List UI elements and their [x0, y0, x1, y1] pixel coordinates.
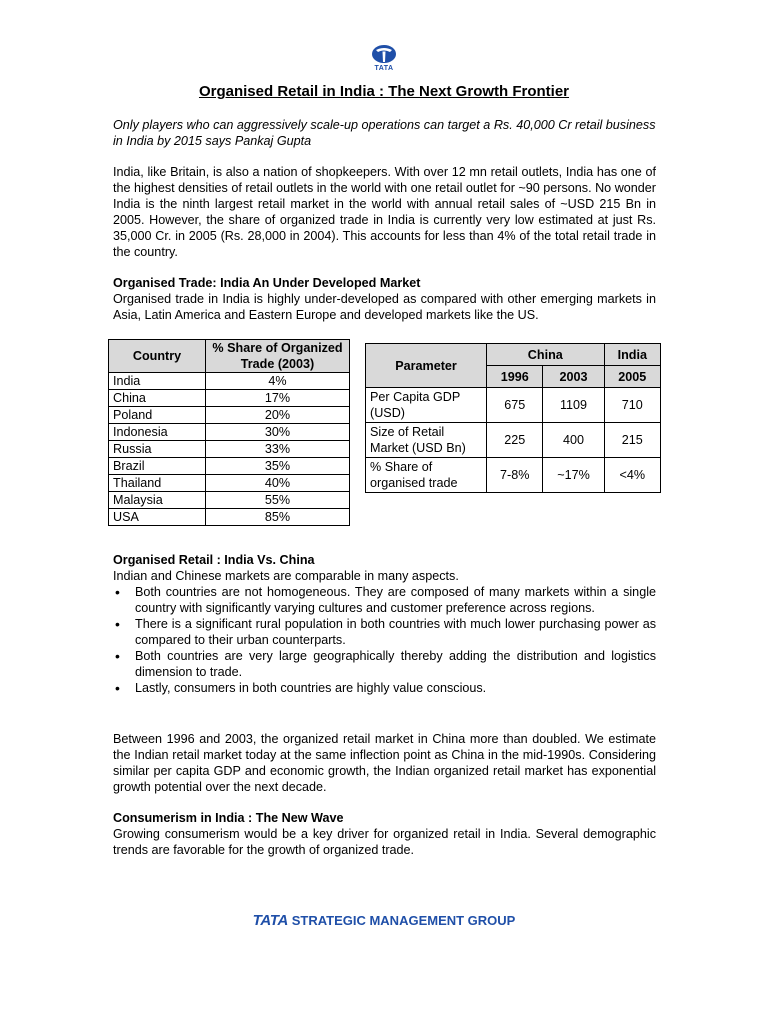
table-row: [366, 423, 661, 458]
cell-share: 35%: [206, 458, 350, 475]
table-row: [109, 373, 350, 390]
column-header-india: India: [604, 344, 660, 366]
table-header-row: [366, 344, 661, 366]
table-row: [109, 390, 350, 407]
cell-value: <4%: [604, 458, 660, 493]
column-header-year: 2003: [543, 366, 604, 388]
cell-country: India: [109, 373, 206, 390]
section-body-consumerism: Growing consumerism would be a key driver for organized retail in India. Several demographic trends are favorable for the growth of organized trade.: [113, 827, 656, 857]
cell-country: Malaysia: [109, 492, 206, 509]
cell-parameter: % Share of organised trade: [366, 458, 487, 493]
list-item: • Both countries are very large geographically thereby adding the distribution and logistics dimension to trade.: [113, 648, 656, 680]
column-header-china: China: [487, 344, 605, 366]
organized-trade-share-table: [108, 339, 350, 526]
cell-country: Thailand: [109, 475, 206, 492]
closing-paragraph-india-vs-china: Between 1996 and 2003, the organized retail market in China more than doubled. We estimate the Indian retail market today at the same inflection point as China in the mid-1990s. Considering similar per capita GDP and economic growth, the Indian organized retail market has exponential growth potential over the next decade.: [113, 732, 656, 794]
section-body-organised-trade: Organised trade in India is highly under-developed as compared with other emerging markets in Asia, Latin America and Eastern Europe and developed markets like the US.: [113, 292, 656, 322]
table-row: [109, 509, 350, 526]
cell-value: 675: [487, 388, 543, 423]
cell-share: 40%: [206, 475, 350, 492]
cell-share: 4%: [206, 373, 350, 390]
section-heading-india-vs-china: Organised Retail : India Vs. China: [113, 553, 315, 567]
list-item: • Both countries are not homogeneous. They are composed of many markets within a single country with significantly varying cultures and customer preference across regions.: [113, 584, 656, 616]
cell-share: 30%: [206, 424, 350, 441]
intro-paragraph: India, like Britain, is also a nation of shopkeepers. With over 12 mn retail outlets, India has one of the highest densities of retail outlets in the world with one retail outlet for ~90 persons. No wonder India is the ninth largest retail market in the world with annual retail sales of ~USD 215 Bn in 2005. However, the share of organized trade in India is currently very low estimated at just Rs. 35,000 Cr. in 2005 (Rs. 28,000 in 2004). This accounts for less than 4% of the total retail trade in the country.: [113, 165, 656, 259]
cell-value: 225: [487, 423, 543, 458]
cell-parameter: Per Capita GDP (USD): [366, 388, 487, 423]
column-header-share: % Share of Organized Trade (2003): [206, 340, 350, 373]
table-header-row: [109, 340, 350, 373]
table-row: [109, 441, 350, 458]
cell-value: 400: [543, 423, 604, 458]
table-row: [366, 388, 661, 423]
footer: [0, 912, 768, 930]
table-row: [109, 458, 350, 475]
footer-text: STRATEGIC MANAGEMENT GROUP: [291, 913, 516, 928]
cell-share: 85%: [206, 509, 350, 526]
section-heading-organised-trade: Organised Trade: India An Under Developed Market: [113, 276, 421, 290]
cell-value: 215: [604, 423, 660, 458]
section-intro-india-vs-china: Indian and Chinese markets are comparable in many aspects.: [113, 569, 459, 583]
tata-logo: [366, 44, 402, 76]
column-header-country: Country: [109, 340, 206, 373]
cell-country: Russia: [109, 441, 206, 458]
table-row: [109, 407, 350, 424]
column-header-year: 1996: [487, 366, 543, 388]
cell-country: China: [109, 390, 206, 407]
column-header-year: 2005: [604, 366, 660, 388]
table-row: [109, 475, 350, 492]
footer-brand: TATA: [252, 912, 289, 929]
comparison-bullet-list: [113, 584, 656, 696]
cell-value: 1109: [543, 388, 604, 423]
tata-emblem-icon: [366, 44, 402, 64]
table-row: [109, 424, 350, 441]
table-row: [366, 458, 661, 493]
cell-share: 20%: [206, 407, 350, 424]
cell-share: 55%: [206, 492, 350, 509]
page-title: Organised Retail in India : The Next Growth Frontier: [198, 83, 570, 100]
cell-share: 33%: [206, 441, 350, 458]
subtitle: Only players who can aggressively scale-up operations can target a Rs. 40,000 Cr retail business in India by 2015 says Pankaj Gupta: [113, 118, 656, 148]
cell-value: 7-8%: [487, 458, 543, 493]
india-china-comparison-table: [365, 343, 661, 493]
cell-country: Poland: [109, 407, 206, 424]
cell-share: 17%: [206, 390, 350, 407]
cell-country: USA: [109, 509, 206, 526]
cell-parameter: Size of Retail Market (USD Bn): [366, 423, 487, 458]
table-row: [109, 492, 350, 509]
list-item: • Lastly, consumers in both countries are highly value conscious.: [113, 680, 656, 696]
column-header-parameter: Parameter: [366, 344, 487, 388]
cell-value: 710: [604, 388, 660, 423]
cell-country: Brazil: [109, 458, 206, 475]
cell-country: Indonesia: [109, 424, 206, 441]
logo-wordmark: TATA: [374, 65, 394, 72]
cell-value: ~17%: [543, 458, 604, 493]
list-item: • There is a significant rural population in both countries with much lower purchasing power as compared to their urban counterparts.: [113, 616, 656, 648]
section-heading-consumerism: Consumerism in India : The New Wave: [113, 811, 344, 825]
